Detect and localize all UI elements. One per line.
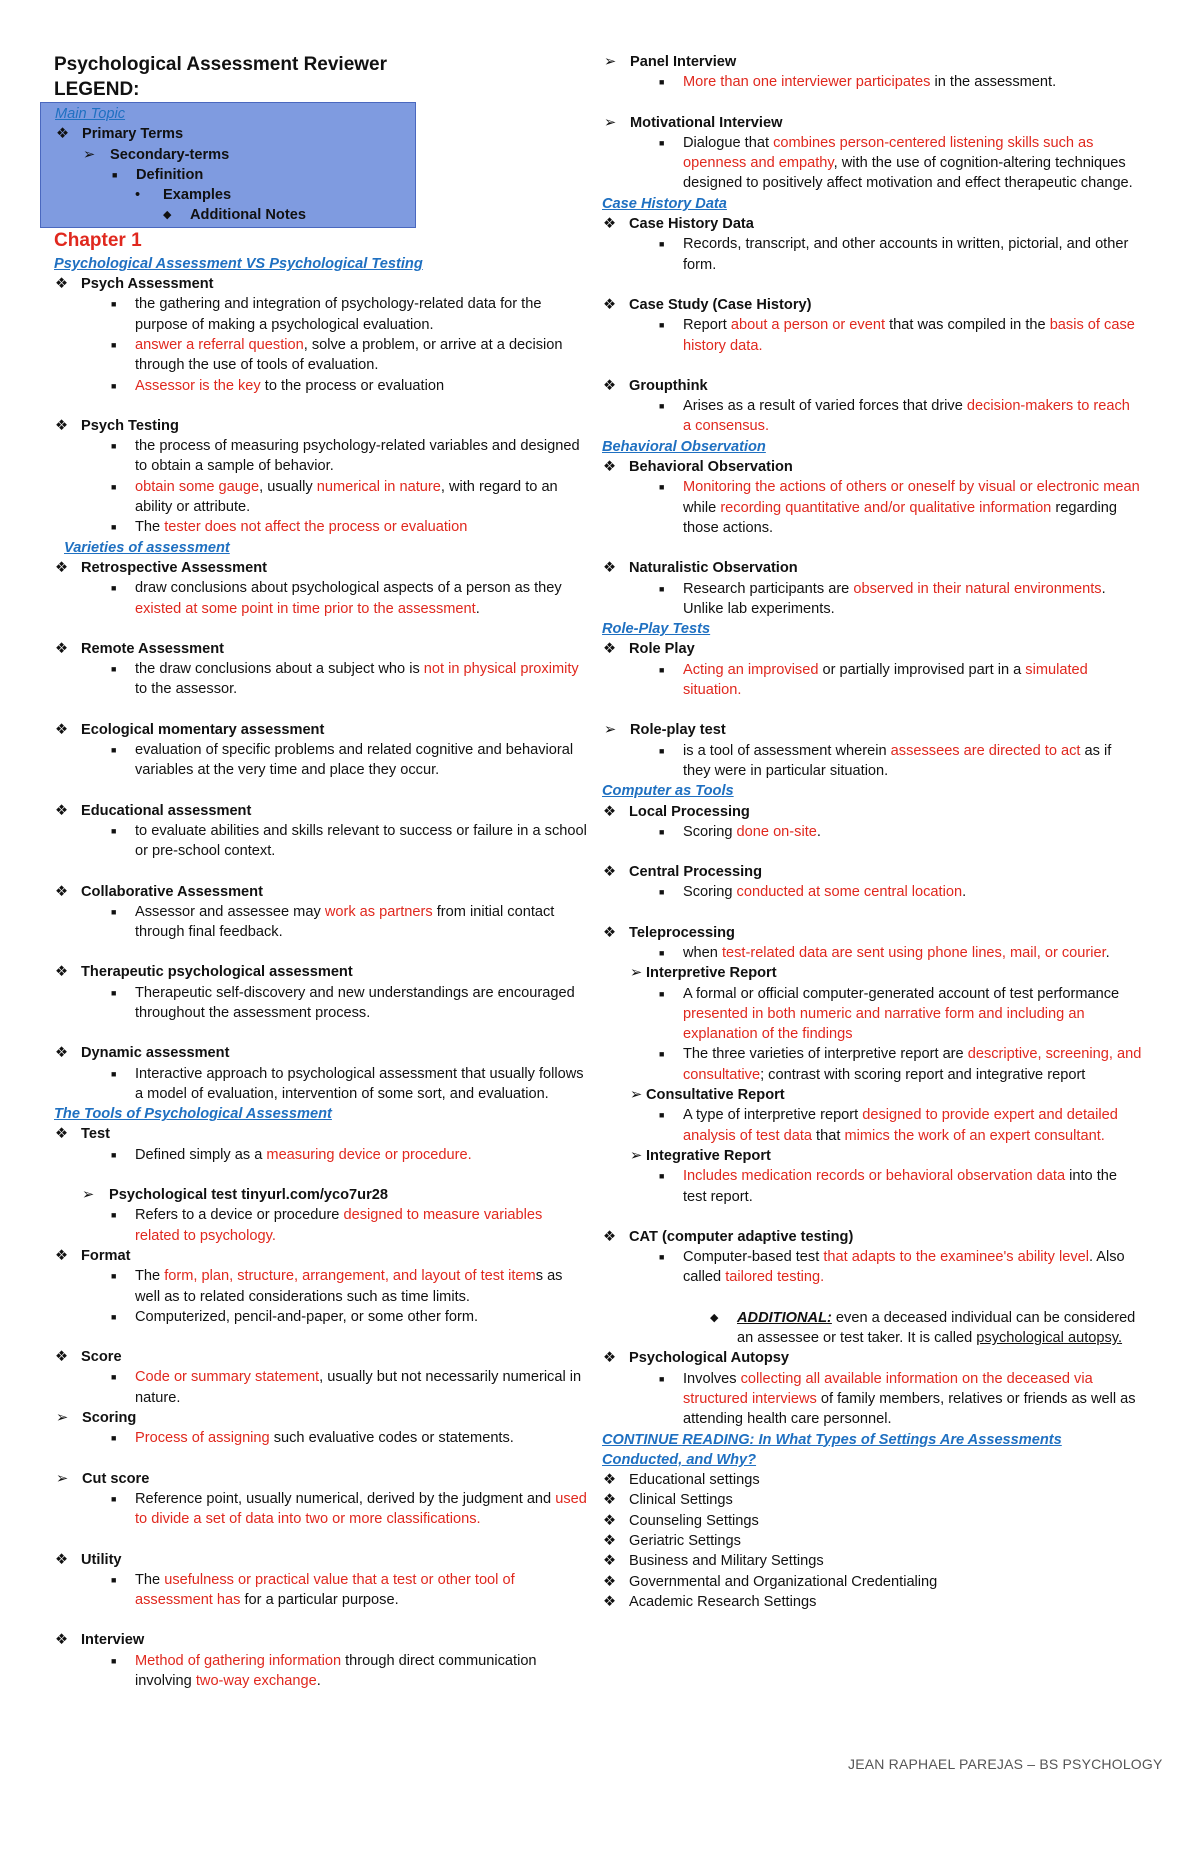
term-consultative-report: ➢ Consultative Report xyxy=(602,1085,1142,1105)
definition: ■ draw conclusions about psychological aspects of a person as they existed at some point in time prior to the assessment. xyxy=(111,580,562,617)
definition: ■ The usefulness or practical value that a test or other tool of assessment has for a particular purpose. xyxy=(111,1571,515,1609)
page-footer: JEAN RAPHAEL PAREJAS – BS PSYCHOLOGY xyxy=(848,1756,1163,1772)
topic-assessment-vs-testing: Psychological Assessment VS Psychological Testing xyxy=(54,255,423,272)
diamond-four-icon: ❖ xyxy=(603,1512,617,1529)
diamond-four-icon: ❖ xyxy=(603,803,617,820)
definition: ■ Code or summary statement, usually but not necessarily numerical in nature. xyxy=(111,1369,582,1406)
definition: ■ to evaluate abilities and skills relevant to success or failure in a school or pre-school context. xyxy=(111,822,587,860)
term-naturalistic-observation: ❖ Naturalistic Observation xyxy=(602,558,1142,578)
additional-note: ◆ ADDITIONAL: even a deceased individual can be considered an assessee or test taker. It is called psychological autopsy. xyxy=(710,1309,1136,1347)
square-bullet-icon: ■ xyxy=(659,401,665,412)
square-bullet-icon: ■ xyxy=(659,826,665,837)
square-bullet-icon: ■ xyxy=(111,745,117,756)
topic-computer-as-tools: Computer as Tools xyxy=(602,783,734,800)
definition: ■ Involves collecting all available information on the deceased via structured interviews of family members, relatives or friends as well as attending health care personnel. xyxy=(659,1370,1136,1428)
term-cut-score: ➢ Cut score xyxy=(54,1469,588,1489)
topic-varieties-of-assessment: Varieties of assessment xyxy=(64,539,230,556)
square-bullet-icon: ■ xyxy=(111,522,117,533)
diamond-four-icon: ❖ xyxy=(55,721,69,738)
definition: ■ Arises as a result of varied forces that drive decision-makers to reach a consensus. xyxy=(659,398,1130,435)
legend-definition: ■ Definition xyxy=(55,165,415,185)
square-bullet-icon: ■ xyxy=(111,441,117,452)
diamond-four-icon: ❖ xyxy=(603,1553,617,1570)
diamond-four-icon: ❖ xyxy=(56,126,70,143)
setting-item: ❖ Educational settings xyxy=(602,1470,1142,1490)
topic-case-history: Case History Data xyxy=(602,195,727,212)
definition: ■ obtain some gauge, usually numerical in nature, with regard to an ability or attribute. xyxy=(111,478,558,516)
diamond-bullet-icon: ◆ xyxy=(710,1311,719,1324)
definition: ■ the process of measuring psychology-related variables and designed to obtain a sample of behavior. xyxy=(111,438,580,475)
legend-box xyxy=(40,102,416,228)
document-title: Psychological Assessment Reviewer xyxy=(54,54,388,75)
square-bullet-icon: ■ xyxy=(659,988,665,999)
term-central-processing: ❖ Central Processing xyxy=(602,862,1142,882)
square-bullet-icon: ■ xyxy=(111,299,117,310)
arrow-bullet-icon: ➢ xyxy=(630,1087,643,1104)
diamond-four-icon: ❖ xyxy=(603,1472,617,1489)
definition: ■ More than one interviewer participates in the assessment. xyxy=(602,72,1142,92)
diamond-four-icon: ❖ xyxy=(603,641,617,658)
square-bullet-icon: ■ xyxy=(111,664,117,675)
square-bullet-icon: ■ xyxy=(111,1271,117,1282)
square-bullet-icon: ■ xyxy=(111,380,117,391)
term-score: ❖ Score xyxy=(54,1347,588,1367)
term-dynamic: ❖ Dynamic assessment xyxy=(54,1043,588,1063)
term-local-processing: ❖ Local Processing xyxy=(602,802,1142,822)
diamond-four-icon: ❖ xyxy=(55,276,69,293)
diamond-four-icon: ❖ xyxy=(55,1551,69,1568)
square-bullet-icon: ■ xyxy=(659,583,665,594)
definition: ■ Refers to a device or procedure designed to measure variables related to psychology. xyxy=(111,1207,543,1244)
continue-reading-heading: CONTINUE READING: In What Types of Settings Are Assessments Conducted, and Why? xyxy=(602,1431,1062,1468)
term-remote: ❖ Remote Assessment xyxy=(54,639,588,659)
definition: ■ Research participants are observed in their natural environments. Unlike lab experiments. xyxy=(659,580,1106,617)
square-bullet-icon: ■ xyxy=(111,1574,117,1585)
definition: ■ Reference point, usually numerical, derived by the judgment and used to divide a set of data into two or more classifications. xyxy=(111,1490,587,1528)
square-bullet-icon: ■ xyxy=(111,481,117,492)
arrow-bullet-icon: ➢ xyxy=(83,146,96,163)
topic-role-play-tests: Role-Play Tests xyxy=(602,621,711,638)
square-bullet-icon: ■ xyxy=(111,339,117,350)
legend-title: LEGEND: xyxy=(54,79,140,100)
definition: ■ The form, plan, structure, arrangement, and layout of test items as well as to related considerations such as time limits. xyxy=(111,1268,563,1305)
term-psychological-test: ➢ Psychological test tinyurl.com/yco7ur28 xyxy=(54,1185,588,1205)
definition: ■ Dialogue that combines person-centered listening skills such as openness and empathy, with the use of cognition-altering techniques designed to positively affect motivation and effect therapeutic change. xyxy=(659,134,1133,192)
arrow-bullet-icon: ➢ xyxy=(56,1410,69,1427)
definition: ■ A type of interpretive report designed to provide expert and detailed analysis of test data that mimics the work of an expert consultant. xyxy=(659,1107,1118,1144)
definition: ■ A formal or official computer-generated account of test performance presented in both numeric and narrative form and including an explanation of the findings xyxy=(659,985,1120,1043)
setting-item: ❖ Business and Military Settings xyxy=(602,1551,1142,1571)
diamond-four-icon: ❖ xyxy=(603,1228,617,1245)
term-interpretive-report: ➢ Interpretive Report xyxy=(602,963,1142,983)
arrow-bullet-icon: ➢ xyxy=(604,114,617,131)
term-groupthink: ❖ Groupthink xyxy=(602,376,1142,396)
diamond-four-icon: ❖ xyxy=(55,1632,69,1649)
diamond-four-icon: ❖ xyxy=(55,640,69,657)
diamond-four-icon: ❖ xyxy=(603,377,617,394)
square-bullet-icon: ■ xyxy=(111,906,117,917)
square-bullet-icon: ■ xyxy=(659,887,665,898)
square-bullet-icon: ■ xyxy=(659,77,665,88)
setting-item: ❖ Academic Research Settings xyxy=(602,1592,1142,1612)
dot-bullet-icon: • xyxy=(135,187,141,204)
definition: ■ Assessor is the key to the process or evaluation xyxy=(54,376,588,396)
definition: ■ Interactive approach to psychological assessment that usually follows a model of evaluation, intervention of some sort, and evaluation. xyxy=(111,1065,584,1102)
diamond-four-icon: ❖ xyxy=(55,883,69,900)
diamond-four-icon: ❖ xyxy=(603,560,617,577)
definition: ■ Method of gathering information through direct communication involving two-way exchange. xyxy=(111,1652,537,1689)
term-retrospective: ❖ Retrospective Assessment xyxy=(54,558,588,578)
square-bullet-icon: ■ xyxy=(659,1049,665,1060)
definition: ■ The tester does not affect the process or evaluation xyxy=(54,517,588,537)
diamond-four-icon: ❖ xyxy=(603,296,617,313)
term-behavioral-observation: ❖ Behavioral Observation xyxy=(602,457,1142,477)
square-bullet-icon: ■ xyxy=(111,1655,117,1666)
definition: ■ Process of assigning such evaluative codes or statements. xyxy=(54,1428,588,1448)
term-cat: ❖ CAT (computer adaptive testing) xyxy=(602,1227,1142,1247)
definition: ■ when test-related data are sent using phone lines, mail, or courier. xyxy=(602,943,1142,963)
term-case-study: ❖ Case Study (Case History) xyxy=(602,295,1142,315)
square-bullet-icon: ■ xyxy=(659,947,665,958)
definition: ■ Acting an improvised or partially improvised part in a simulated situation. xyxy=(659,661,1088,699)
definition: ■ the gathering and integration of psychology-related data for the purpose of making a psychological evaluation. xyxy=(111,296,542,333)
term-integrative-report: ➢ Integrative Report xyxy=(602,1146,1142,1166)
square-bullet-icon: ■ xyxy=(659,1373,665,1384)
term-motivational-interview: ➢ Motivational Interview xyxy=(602,113,1142,133)
legend-main-topic: Main Topic xyxy=(55,106,126,122)
term-test: ❖ Test xyxy=(54,1124,588,1144)
diamond-four-icon: ❖ xyxy=(55,1045,69,1062)
square-bullet-icon: ■ xyxy=(659,1252,665,1263)
term-role-play-test: ➢ Role-play test xyxy=(602,720,1142,740)
definition: ■ the draw conclusions about a subject who is not in physical proximity to the assessor. xyxy=(111,661,579,698)
term-case-history-data: ❖ Case History Data xyxy=(602,214,1142,234)
arrow-bullet-icon: ➢ xyxy=(604,54,617,70)
term-collaborative: ❖ Collaborative Assessment xyxy=(54,882,588,902)
definition: ■ is a tool of assessment wherein assessees are directed to act as if they were in particular situation. xyxy=(659,742,1112,779)
diamond-four-icon: ❖ xyxy=(603,1593,617,1610)
topic-tools-of-assessment: The Tools of Psychological Assessment xyxy=(54,1106,332,1123)
square-bullet-icon: ■ xyxy=(659,1110,665,1121)
diamond-four-icon: ❖ xyxy=(603,216,617,233)
term-teleprocessing: ❖ Teleprocessing xyxy=(602,923,1142,943)
term-ecological: ❖ Ecological momentary assessment xyxy=(54,720,588,740)
definition: ■ Defined simply as a measuring device or procedure. xyxy=(54,1145,588,1165)
arrow-bullet-icon: ➢ xyxy=(630,965,643,982)
definition: ■ Report about a person or event that was compiled in the basis of case history data. xyxy=(659,317,1135,354)
setting-item: ❖ Governmental and Organizational Credentialing xyxy=(602,1572,1142,1592)
definition: ■ Scoring done on-site. xyxy=(602,822,1142,842)
definition: ■ answer a referral question, solve a problem, or arrive at a decision through the use of tools of evaluation. xyxy=(111,336,563,374)
term-psych-assessment: ❖ Psych Assessment xyxy=(54,274,588,294)
definition: ■ evaluation of specific problems and related cognitive and behavioral variables at the very time and place they occur. xyxy=(111,742,574,779)
square-bullet-icon: ■ xyxy=(659,664,665,675)
definition: ■ Records, transcript, and other accounts in written, pictorial, and other form. xyxy=(659,236,1129,273)
legend-examples: • Examples xyxy=(55,185,415,205)
chapter-heading: Chapter 1 xyxy=(54,229,142,251)
square-bullet-icon: ■ xyxy=(659,1171,665,1182)
square-bullet-icon: ■ xyxy=(111,1311,117,1322)
setting-item: ❖ Clinical Settings xyxy=(602,1490,1142,1510)
square-bullet-icon: ■ xyxy=(111,1068,117,1079)
definition: ■ Includes medication records or behavioral observation data into the test report. xyxy=(659,1168,1118,1205)
diamond-four-icon: ❖ xyxy=(55,1126,69,1143)
diamond-four-icon: ❖ xyxy=(603,1533,617,1549)
diamond-four-icon: ❖ xyxy=(55,1349,69,1366)
term-format: ❖ Format xyxy=(54,1246,588,1266)
arrow-bullet-icon: ➢ xyxy=(82,1187,95,1204)
setting-item: ❖ Geriatric Settings xyxy=(602,1531,1142,1551)
term-psychological-autopsy: ❖ Psychological Autopsy xyxy=(602,1348,1142,1368)
diamond-bullet-icon: ◆ xyxy=(163,209,172,222)
definition: ■ The three varieties of interpretive report are descriptive, screening, and consultative; contrast with scoring report and integrative report xyxy=(659,1046,1142,1083)
arrow-bullet-icon: ➢ xyxy=(604,722,617,739)
legend-additional-notes: ◆ Additional Notes xyxy=(55,205,415,225)
square-bullet-icon: ■ xyxy=(111,1493,117,1504)
setting-item: ❖ Counseling Settings xyxy=(602,1511,1142,1531)
definition: ■ Computerized, pencil-and-paper, or some other form. xyxy=(54,1307,588,1327)
square-bullet-icon: ■ xyxy=(111,1433,117,1444)
diamond-four-icon: ❖ xyxy=(55,964,69,981)
definition: ■ Assessor and assessee may work as partners from initial contact through final feedback. xyxy=(111,903,555,941)
diamond-four-icon: ❖ xyxy=(55,1247,69,1264)
term-utility: ❖ Utility xyxy=(54,1550,588,1570)
term-interview: ❖ Interview xyxy=(54,1630,588,1650)
square-bullet-icon: ■ xyxy=(112,169,118,180)
square-bullet-icon: ■ xyxy=(659,239,665,250)
term-panel-interview: ➢ Panel Interview xyxy=(602,52,1142,72)
term-therapeutic: ❖ Therapeutic psychological assessment xyxy=(54,962,588,982)
diamond-four-icon: ❖ xyxy=(603,1573,617,1590)
term-scoring: ➢ Scoring xyxy=(54,1408,588,1428)
left-column xyxy=(54,52,588,1691)
square-bullet-icon: ■ xyxy=(659,482,665,493)
square-bullet-icon: ■ xyxy=(111,1372,117,1383)
square-bullet-icon: ■ xyxy=(659,320,665,331)
square-bullet-icon: ■ xyxy=(659,137,665,148)
diamond-four-icon: ❖ xyxy=(603,924,617,941)
diamond-four-icon: ❖ xyxy=(55,559,69,576)
diamond-four-icon: ❖ xyxy=(55,802,69,819)
definition: ■ Computer-based test that adapts to the examinee's ability level. Also called tailored testing. xyxy=(659,1249,1125,1286)
square-bullet-icon: ■ xyxy=(111,1149,117,1160)
term-psych-testing: ❖ Psych Testing xyxy=(54,416,588,436)
right-column xyxy=(602,52,1142,1612)
term-educational: ❖ Educational assessment xyxy=(54,801,588,821)
diamond-four-icon: ❖ xyxy=(603,459,617,476)
diamond-four-icon: ❖ xyxy=(603,1492,617,1509)
diamond-four-icon: ❖ xyxy=(603,1350,617,1367)
square-bullet-icon: ■ xyxy=(659,745,665,756)
arrow-bullet-icon: ➢ xyxy=(56,1470,69,1487)
term-role-play: ❖ Role Play xyxy=(602,639,1142,659)
arrow-bullet-icon: ➢ xyxy=(630,1147,643,1164)
square-bullet-icon: ■ xyxy=(111,583,117,594)
diamond-four-icon: ❖ xyxy=(55,417,69,434)
square-bullet-icon: ■ xyxy=(111,825,117,836)
square-bullet-icon: ■ xyxy=(111,987,117,998)
topic-behavioral-observation: Behavioral Observation xyxy=(602,438,766,455)
square-bullet-icon: ■ xyxy=(111,1210,117,1221)
definition: ■ Scoring conducted at some central location. xyxy=(602,882,1142,902)
diamond-four-icon: ❖ xyxy=(603,864,617,881)
definition: ■ Therapeutic self-discovery and new understandings are encouraged throughout the assessment process. xyxy=(111,984,575,1021)
legend-secondary-terms: ➢ Secondary-terms xyxy=(55,145,415,165)
legend-primary-terms: ❖ Primary Terms xyxy=(55,124,415,144)
definition: ■ Monitoring the actions of others or oneself by visual or electronic mean while recording quantitative and/or qualitative information regarding those actions. xyxy=(659,479,1140,536)
